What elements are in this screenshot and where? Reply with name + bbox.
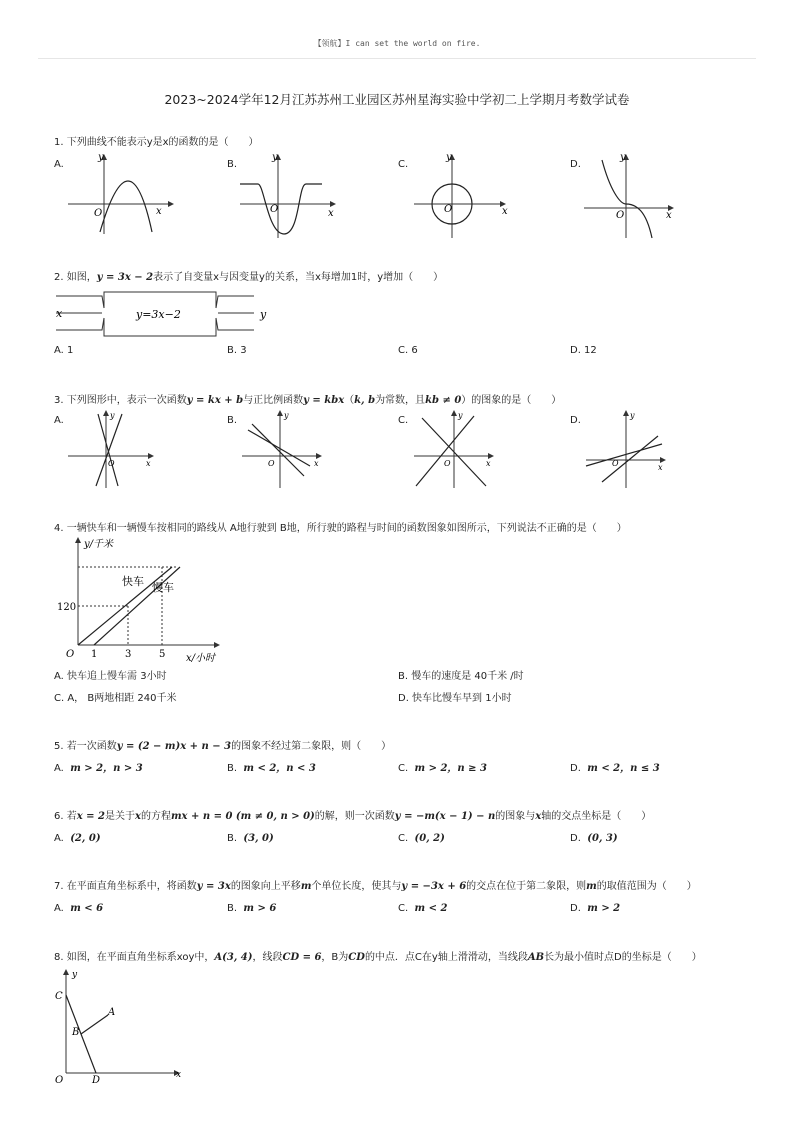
q1b-y-label: y (272, 152, 278, 163)
q1-option-a[interactable]: A. (54, 159, 64, 170)
q1-graph-d (574, 150, 684, 240)
q1d-x-label: x (666, 210, 672, 221)
q5-option-a[interactable]: A. m > 2，n > 3 (54, 763, 143, 774)
q3c-origin-label: O (444, 459, 451, 468)
q1b-origin-label: O (270, 204, 279, 215)
q3a-x-label: x (146, 459, 151, 468)
q3-stem: 3. 下列图形中，表示一次函数y = kx + b与正比例函数y = kbx（k, b为常数，且kb ≠ 0）的图象的是（ ） (54, 395, 562, 406)
q1c-y-label: y (446, 152, 452, 163)
q2-option-a[interactable]: A. 1 (54, 345, 74, 356)
q8-origin: O (55, 1075, 64, 1086)
q4-y-label: y/千米 (84, 539, 114, 550)
q4-origin: O (66, 649, 75, 660)
q4-tick-5: 5 (159, 649, 166, 660)
q8-point-a: A (108, 1007, 116, 1018)
q1d-y-label: y (620, 152, 626, 163)
q7-option-c[interactable]: C. m < 2 (398, 903, 448, 914)
q3c-y-label: y (458, 411, 463, 420)
q3a-origin-label: O (108, 459, 115, 468)
q8-x-label: x (176, 1070, 182, 1080)
q1a-x-label: x (156, 206, 162, 217)
q3d-origin-label: O (612, 459, 619, 468)
q2-input-x: x (56, 307, 63, 320)
q3-graph-d (582, 410, 682, 490)
q7-stem: 7. 在平面直角坐标系中，将函数y = 3x的图象向上平移m个单位长度，使其与y = −3x + 6的交点在位于第二象限，则m的取值范围为（ ） (54, 881, 697, 892)
q1-stem: 1. 下列曲线不能表示y是x的函数的是（ ） (54, 137, 259, 148)
q6-option-d[interactable]: D. (0, 3) (570, 833, 618, 844)
q2-stem: 2. 如图，y = 3x − 2表示了自变量x与因变量y的关系，当x每增加1时，y增加（ ） (54, 272, 444, 283)
q8-stem: 8. 如图，在平面直角坐标系xoy中，A(3, 4)，线段CD = 6，B为CD的中点．点C在y轴上滑滑动，当线段AB长为最小值时点D的坐标是（ ） (54, 952, 702, 963)
q1a-origin-label: O (94, 208, 103, 219)
q4-fast-label: 快车 (122, 575, 144, 588)
q8-point-b: B (72, 1027, 80, 1038)
q1d-origin-label: O (616, 210, 625, 221)
q8-y-label: y (72, 970, 78, 980)
q1-option-c[interactable]: C. (398, 159, 409, 170)
q1a-y-label: y (98, 152, 104, 163)
q4-option-d[interactable]: D. 快车比慢车早到 1小时 (398, 693, 512, 704)
q4-tick-3: 3 (125, 649, 132, 660)
q1-option-d[interactable]: D. (570, 159, 581, 170)
q3b-origin-label: O (268, 459, 275, 468)
q6-option-a[interactable]: A. (2, 0) (54, 833, 101, 844)
q3-graph-c (410, 410, 510, 490)
q4-distance-time-graph (54, 535, 234, 665)
q3a-y-label: y (110, 411, 115, 420)
q8-coordinate-diagram (50, 965, 190, 1090)
q6-option-c[interactable]: C. (0, 2) (398, 833, 445, 844)
q1-option-b[interactable]: B. (227, 159, 238, 170)
q3d-x-label: x (658, 463, 663, 472)
q1c-origin-label: O (444, 204, 453, 215)
q4-tick-120: 120 (57, 602, 77, 613)
q3-graph-b (238, 410, 338, 490)
q3-option-b[interactable]: B. (227, 415, 238, 426)
q6-option-b[interactable]: B. (3, 0) (227, 833, 274, 844)
q1-graph-a (60, 150, 180, 235)
q4-option-a[interactable]: A. 快车追上慢车需 3小时 (54, 671, 167, 682)
q1c-x-label: x (502, 206, 508, 217)
q3b-x-label: x (314, 459, 319, 468)
header-divider (38, 58, 756, 59)
q3-option-c[interactable]: C. (398, 415, 409, 426)
page-header: 【领航】I can set the world on fire. (313, 39, 481, 48)
q4-stem: 4. 一辆快车和一辆慢车按相同的路线从 A地行驶到 B地，所行驶的路程与时间的函数图象如图所示，下列说法不正确的是（ ） (54, 523, 627, 534)
q7-option-b[interactable]: B. m > 6 (227, 903, 277, 914)
q2-box-formula: y=3x−2 (136, 308, 181, 321)
q1b-x-label: x (328, 208, 334, 219)
q4-slow-label: 慢车 (152, 581, 174, 594)
q2-function-machine (54, 290, 284, 342)
q2-option-b[interactable]: B. 3 (227, 345, 247, 356)
q7-option-d[interactable]: D. m > 2 (570, 903, 621, 914)
q2-option-c[interactable]: C. 6 (398, 345, 418, 356)
q1-graph-b (232, 150, 352, 240)
q3-option-d[interactable]: D. (570, 415, 581, 426)
q3-graph-a (64, 410, 164, 490)
q3d-y-label: y (630, 411, 635, 420)
q5-stem: 5. 若一次函数y = (2 − m)x + n − 3的图象不经过第二象限，则（ ） (54, 741, 392, 752)
q6-stem: 6. 若x = 2是关于x的方程mx + n = 0 (m ≠ 0, n > 0)的解，则一次函数y = −m(x − 1) − n的图象与x轴的交点坐标是（ ） (54, 811, 652, 822)
page-title: 2023~2024学年12月江苏苏州工业园区苏州星海实验中学初二上学期月考数学试卷 (164, 92, 630, 107)
q1-graph-c (402, 150, 522, 240)
q3b-y-label: y (284, 411, 289, 420)
q7-option-a[interactable]: A. m < 6 (54, 903, 104, 914)
q3c-x-label: x (486, 459, 491, 468)
q8-point-c: C (55, 991, 63, 1002)
q4-option-b[interactable]: B. 慢车的速度是 40千米 /时 (398, 671, 524, 682)
q8-point-d: D (92, 1075, 101, 1086)
q3-option-a[interactable]: A. (54, 415, 64, 426)
q5-option-b[interactable]: B. m < 2，n < 3 (227, 763, 316, 774)
q4-tick-1: 1 (91, 649, 98, 660)
q2-option-d[interactable]: D. 12 (570, 345, 597, 356)
q5-option-c[interactable]: C. m > 2，n ≥ 3 (398, 763, 487, 774)
q2-output-y: y (260, 308, 267, 321)
q5-option-d[interactable]: D. m < 2，n ≤ 3 (570, 763, 660, 774)
q4-option-c[interactable]: C. A， B两地相距 240千米 (54, 693, 177, 704)
q4-x-label: x/小时 (186, 653, 216, 664)
